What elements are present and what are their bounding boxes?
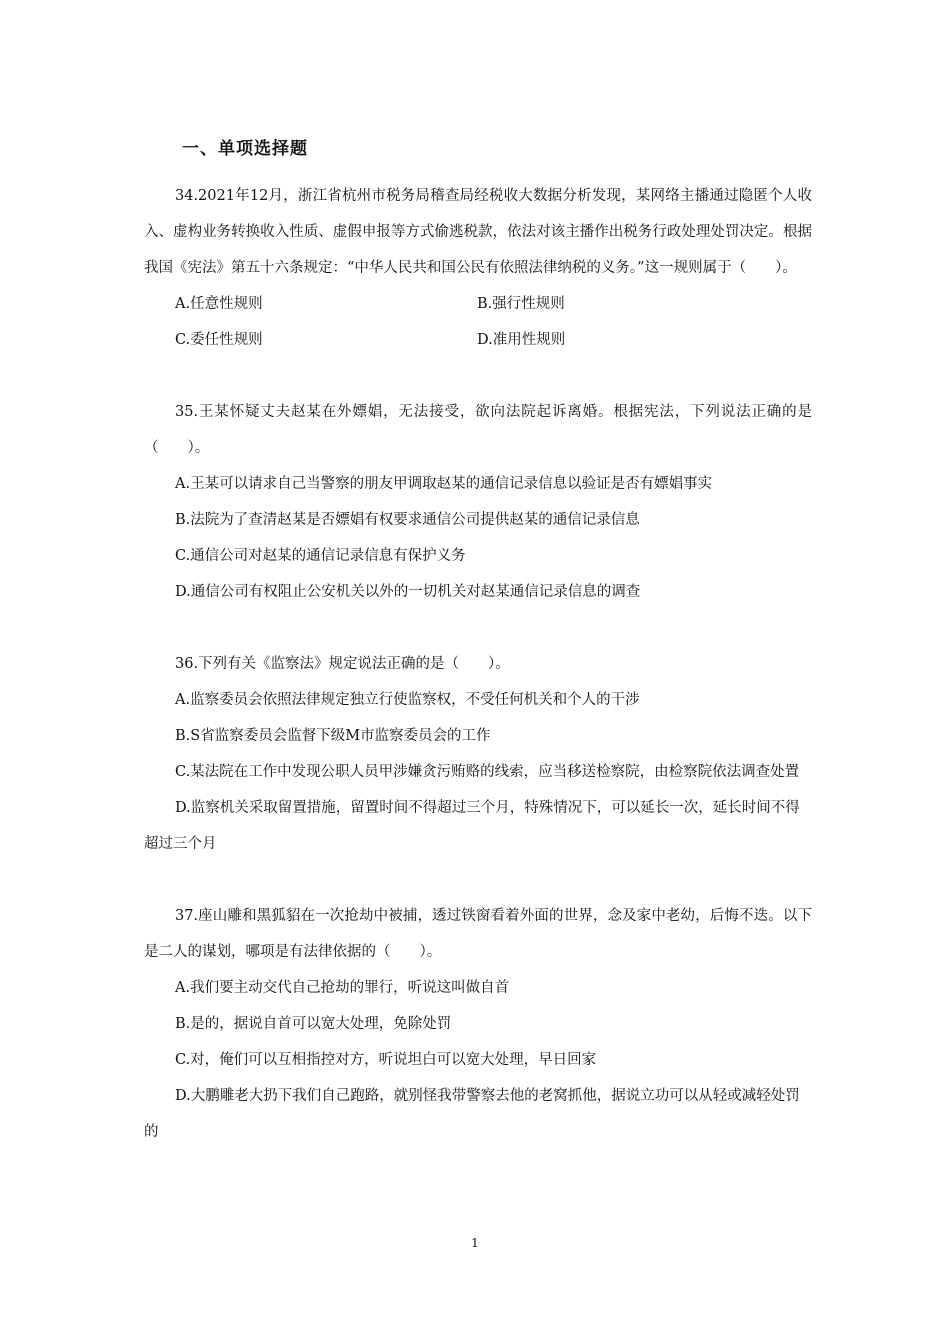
question-stem: 37.座山雕和黑狐貂在一次抢劫中被捕，透过铁窗看着外面的世界，念及家中老幼，后悔不迭。以下是二人的谋划，哪项是有法律依据的（ ）。 (144, 908, 812, 960)
option-b: B.强行性规则 (477, 296, 565, 312)
option-c: C.通信公司对赵某的通信记录信息有保护义务 (175, 548, 466, 564)
question-37 (144, 898, 812, 1150)
question-stem: 36.下列有关《监察法》规定说法正确的是（ ）。 (175, 656, 510, 672)
option-c: C.对，俺们可以互相指控对方，听说坦白可以宽大处理，早日回家 (175, 1052, 597, 1068)
question-35 (144, 394, 812, 610)
question-stem: 35.王某怀疑丈夫赵某在外嫖娼，无法接受，欲向法院起诉离婚。根据宪法，下列说法正确的是（ ）。 (144, 404, 812, 456)
option-a: A.王某可以请求自己当警察的朋友甲调取赵某的通信记录信息以验证是否有嫖娼事实 (175, 476, 713, 492)
spacer (144, 358, 812, 394)
option-d: D.大鹏雕老大扔下我们自己跑路，就别怪我带警察去他的老窝抓他，据说立功可以从轻或减轻处罚的 (144, 1088, 800, 1140)
section-title: 一、单项选择题 (182, 139, 308, 159)
question-34 (144, 178, 812, 358)
option-b: B.S省监察委员会监督下级M市监察委员会的工作 (175, 728, 491, 744)
option-d: D.通信公司有权阻止公安机关以外的一切机关对赵某通信记录信息的调查 (175, 584, 641, 600)
option-a: A.我们要主动交代自己抢劫的罪行，听说这叫做自首 (175, 980, 510, 996)
questions-content (144, 178, 812, 1150)
option-d: D.监察机关采取留置措施，留置时间不得超过三个月，特殊情况下，可以延长一次，延长时间不得超过三个月 (144, 800, 800, 852)
option-d: D.准用性规则 (477, 332, 566, 348)
options-grid (144, 286, 812, 358)
page-number: 1 (471, 1236, 479, 1250)
spacer (144, 610, 812, 646)
option-c: C.委任性规则 (175, 332, 263, 348)
question-36 (144, 646, 812, 862)
question-stem: 34.2021年12月，浙江省杭州市税务局稽查局经税收大数据分析发现，某网络主播通过隐匿个人收入、虚构业务转换收入性质、虚假申报等方式偷逃税款，依法对该主播作出税务行政处理处罚决定。根据我国《宪法》第五十六条规定：“中华人民共和国公民有依照法律纳税的义务。”这一规则属于（ ）。 (144, 188, 812, 276)
option-c: C.某法院在工作中发现公职人员甲涉嫌贪污贿赂的线索，应当移送检察院，由检察院依法调查处置 (175, 764, 800, 780)
option-b: B.法院为了查清赵某是否嫖娼有权要求通信公司提供赵某的通信记录信息 (175, 512, 640, 528)
option-b: B.是的，据说自首可以宽大处理，免除处罚 (175, 1016, 452, 1032)
option-a: A.任意性规则 (175, 296, 263, 312)
option-a: A.监察委员会依照法律规定独立行使监察权，不受任何机关和个人的干涉 (175, 692, 640, 708)
spacer (144, 862, 812, 898)
